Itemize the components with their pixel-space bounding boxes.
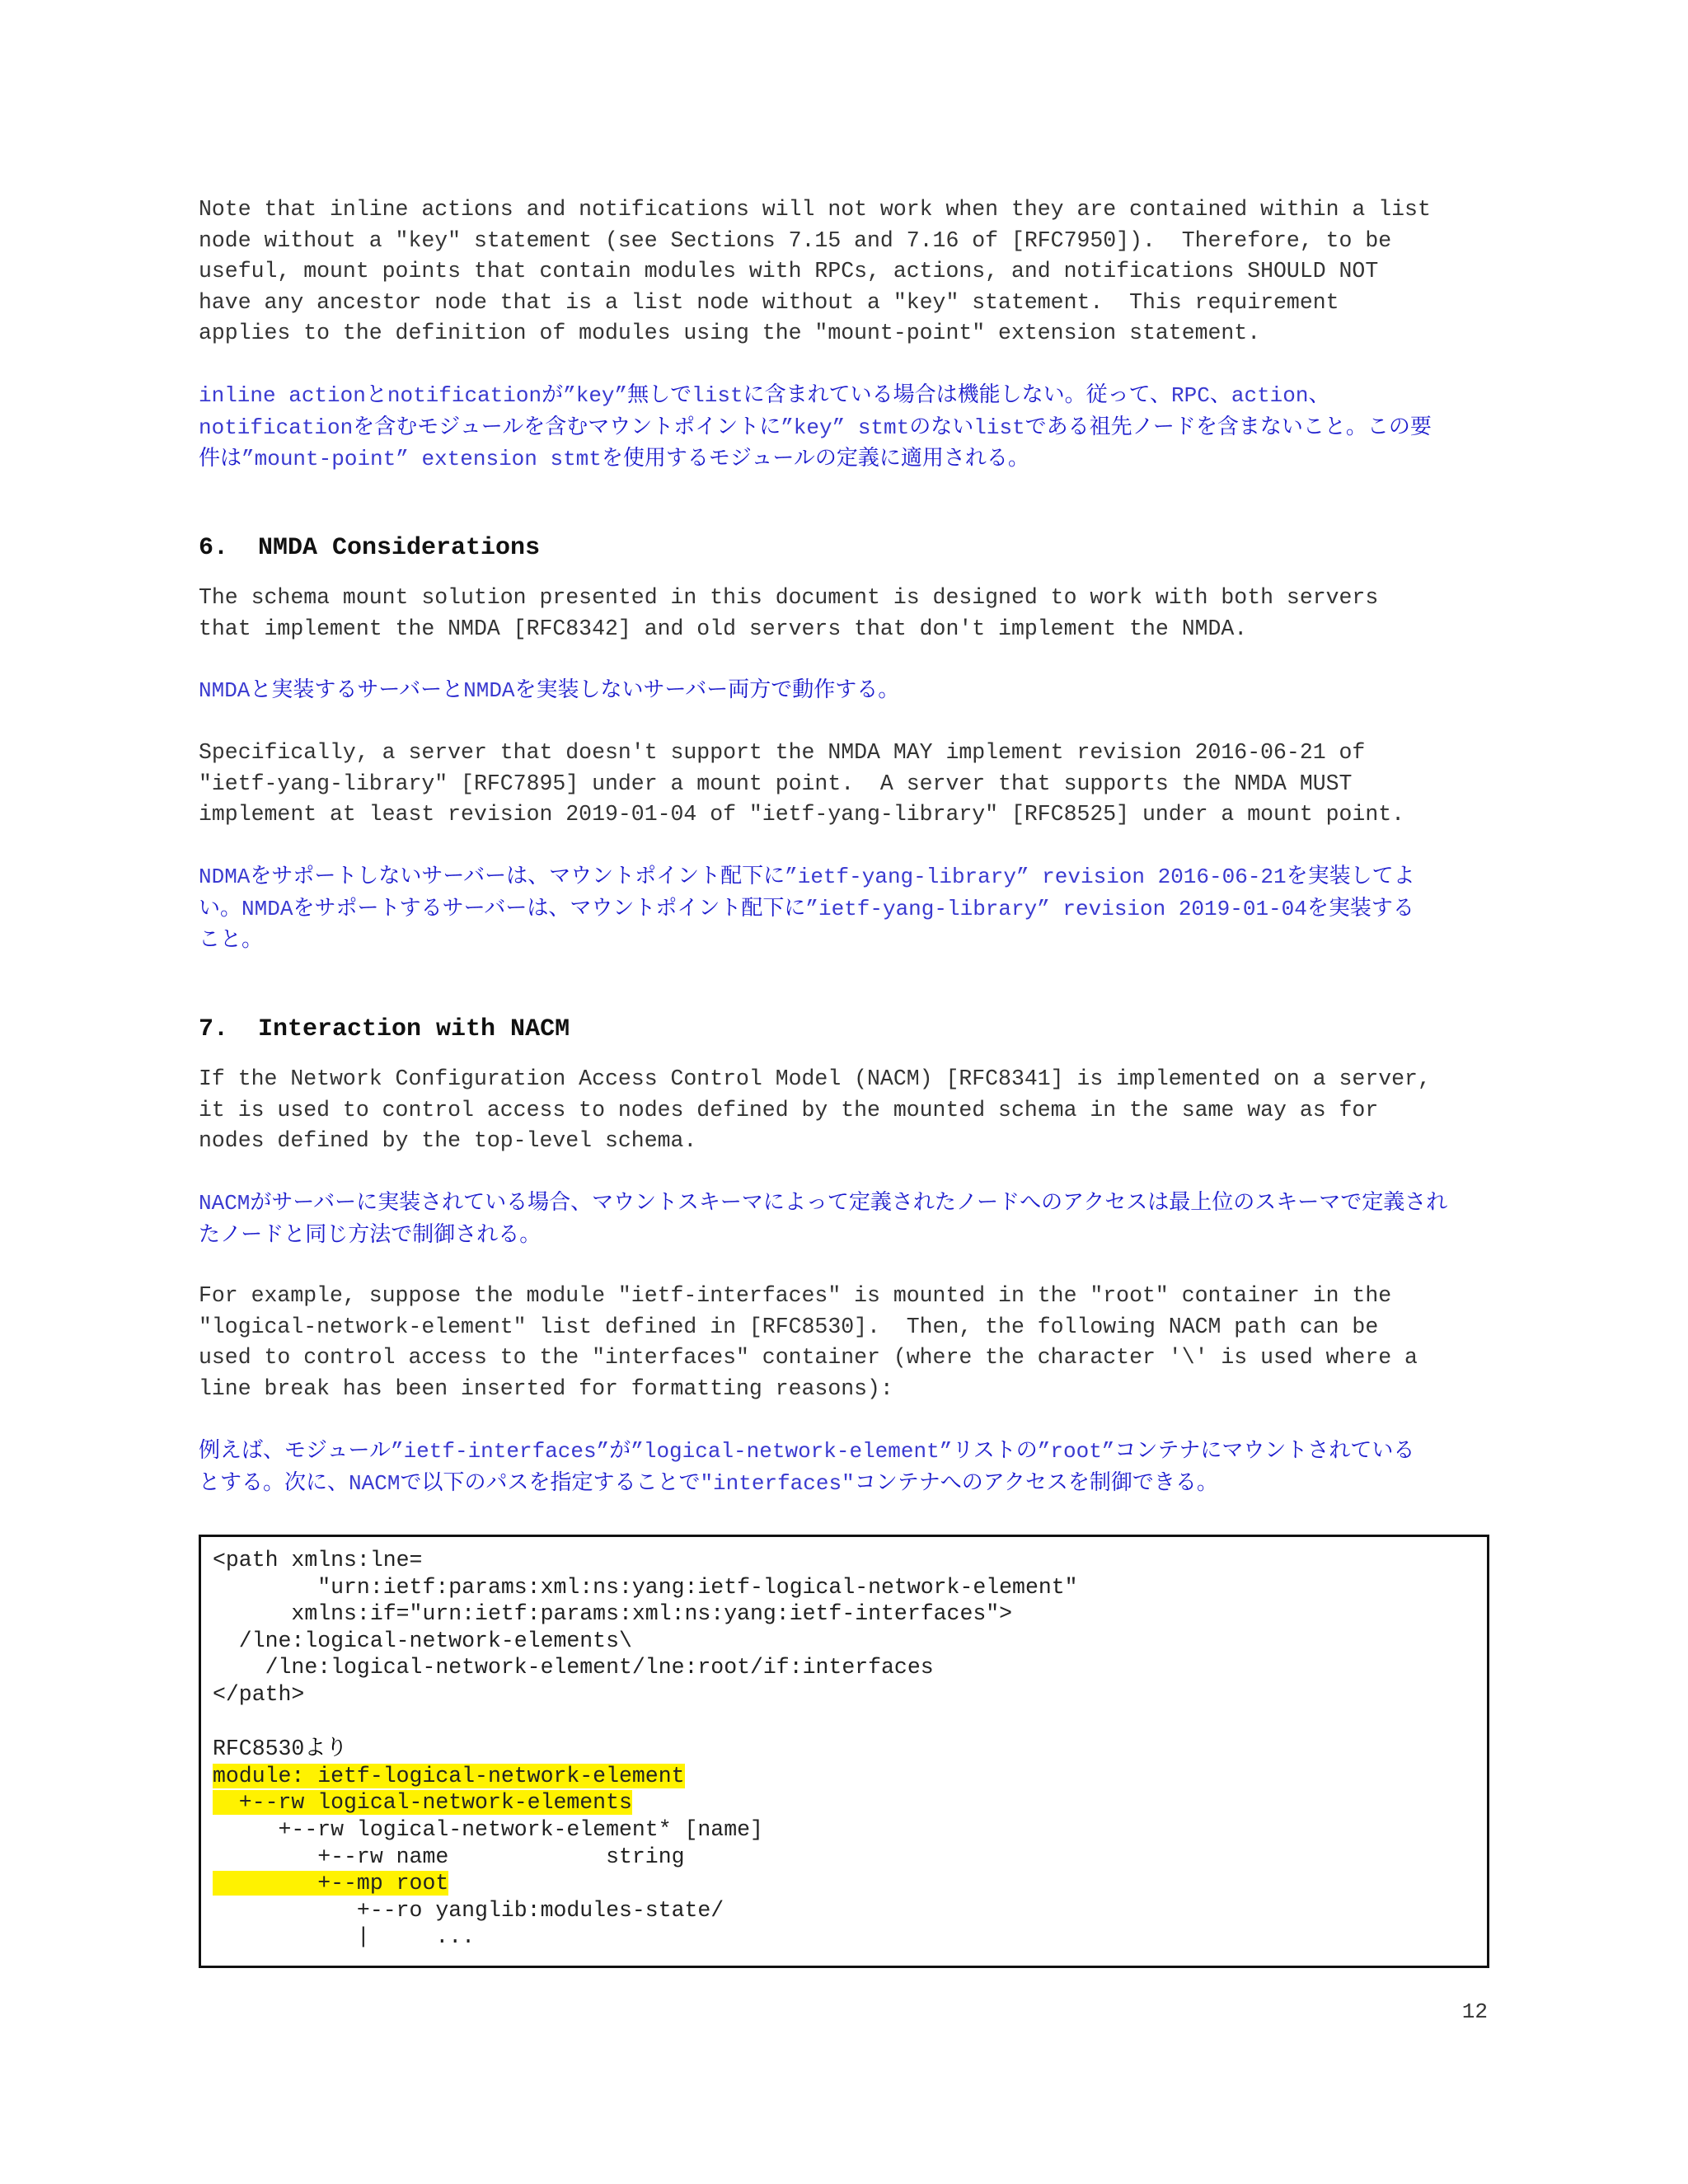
nacm-path-xml: <path xmlns:lne= "urn:ietf:params:xml:ns:yang:ietf-logical-network-element" xmlns:if="urn:ietf:params:xml:ns:yang:ietf-interfaces"> /lne:logical-network-elements\ /lne:logical-network-element/lne:root/if:interfaces </path> (213, 1548, 1078, 1707)
tree-line-logical-network-elements: +--rw logical-network-elements (213, 1790, 632, 1816)
jp-translation-nmda (199, 675, 899, 707)
jp-text: 例えば、モジュール (199, 1438, 391, 1463)
jp-code-term: action (1231, 383, 1309, 408)
jp-code-term: ”ietf-yang-library” revision 2019-01-04 (805, 896, 1307, 921)
jp-text: を含むモジュールを含むマウントポイントに (353, 414, 781, 439)
jp-text: を使用するモジュールの定義に適用される。 (601, 446, 1029, 471)
jp-line (199, 380, 1432, 412)
jp-code-term: list (973, 415, 1025, 440)
jp-text: コンテナにマウントされている (1114, 1438, 1415, 1463)
jp-code-term: NMDA (241, 896, 293, 921)
jp-line (199, 925, 1415, 956)
jp-translation-example (199, 1436, 1414, 1499)
jp-line (199, 893, 1415, 926)
jp-line (199, 1220, 1447, 1251)
tree-line-mp-root: +--mp root (213, 1871, 449, 1896)
jp-translation-yang-library (199, 861, 1415, 956)
jp-text: のない (909, 414, 974, 439)
jp-text: リストの (952, 1438, 1038, 1463)
jp-text: で以下のパスを指定することで (400, 1469, 701, 1495)
jp-line (199, 675, 899, 707)
jp-text: い。 (199, 895, 242, 921)
paragraph-nmda: The schema mount solution presented in this document is designed to work with both servers that implement the NMDA [RFC8342] and old servers that don't implement the NMDA. (199, 585, 1379, 641)
jp-text: 無しで (627, 382, 692, 407)
jp-code-term: ”mount-point” extension stmt (241, 447, 602, 471)
tree-line-name: +--rw name string (213, 1844, 685, 1869)
jp-text: と (365, 382, 387, 407)
tree-line-logical-network-element: +--rw logical-network-element* [name] (213, 1816, 763, 1842)
jp-text: を実装する (1306, 895, 1414, 921)
jp-line (199, 443, 1432, 476)
source-ref: RFC8530 (213, 1736, 305, 1762)
jp-text: 、 (1209, 382, 1231, 407)
jp-code-term: NMDA (199, 678, 251, 703)
section-heading-6: 6. NMDA Considerations (199, 534, 541, 562)
tree-line-modules-state: +--ro yanglib:modules-state/ (213, 1897, 724, 1923)
paragraph-nacm: If the Network Configuration Access Control Model (NACM) [RFC8341] is implemented on a server, it is used to control access to nodes defined by the mounted schema in the same way as for nodes defined by the top-level schema. (199, 1066, 1431, 1153)
jp-text: に含まれている場合は機能しない。従って、 (743, 382, 1172, 407)
paragraph-example: For example, suppose the module "ietf-interfaces" is mounted in the "root" container in the "logical-network-element" list defined in [RFC8530]. Then, the following NACM path can be used to control access to the "interfaces" container (where the character '\' is used where a line break has been inserted for formatting reasons): (199, 1283, 1418, 1401)
jp-code-term: ”key” stmt (781, 415, 910, 440)
jp-line (199, 1468, 1414, 1500)
jp-code-term: list (692, 383, 743, 408)
tree-line-ellipsis: | ... (213, 1924, 476, 1950)
jp-code-term: ”ietf-yang-library” revision 2016-06-21 (785, 865, 1287, 889)
jp-code-term: notification (387, 383, 542, 408)
jp-code-term: ”key” (563, 383, 628, 408)
jp-text: がサーバーに実装されている場合、マウントスキーマによって定義されたノードへのアクセスは最上位のスキーマで定義され (250, 1190, 1448, 1215)
jp-text: コンテナへのアクセスを制御できる。 (854, 1469, 1218, 1495)
page-number: 12 (1461, 1999, 1488, 2024)
jp-text: 、 (1308, 382, 1330, 407)
jp-code-term: NMDA (463, 678, 515, 703)
jp-text: たノードと同じ方法で制御される。 (199, 1221, 542, 1247)
jp-text: が (609, 1438, 631, 1463)
paragraph-inline-actions: Note that inline actions and notifications will not work when they are contained within a list node without a "key" statement (see Sections 7.15 and 7.16 of [RFC7950]). Therefore, to be useful, mount points that contain modules with RPCs, actions, and notifications SHOULD NOT have any ancestor node that is a list node without a "key" statement. This requirement applies to the definition of modules using the "mount-point" extension statement. (199, 197, 1431, 345)
source-ref-suffix: より (304, 1736, 348, 1761)
jp-line (199, 412, 1432, 444)
jp-code-term: "interfaces" (700, 1470, 855, 1496)
jp-code-term: NACM (199, 1191, 251, 1216)
jp-text: を実装してよ (1286, 864, 1415, 888)
jp-text: である祖先ノードを含まないこと。この要 (1025, 414, 1432, 439)
jp-line (199, 1188, 1447, 1220)
jp-code-term: ”root” (1037, 1439, 1115, 1464)
jp-code-term: RPC (1171, 383, 1210, 408)
jp-text: 件は (199, 446, 242, 471)
jp-text: をサポートしないサーバーは、マウントポイント配下に (250, 864, 785, 888)
jp-code-term: NDMA (199, 865, 251, 889)
jp-text: とする。次に、 (199, 1469, 349, 1495)
jp-line (199, 1436, 1414, 1468)
section-heading-7: 7. Interaction with NACM (199, 1015, 570, 1043)
jp-code-term: ”ietf-interfaces” (390, 1439, 610, 1464)
jp-text: と実装するサーバーと (250, 677, 464, 702)
jp-code-term: ”logical-network-element” (631, 1439, 953, 1464)
jp-text: が (542, 382, 564, 407)
tree-line-module: module: ietf-logical-network-element (213, 1763, 685, 1788)
jp-text: こと。 (199, 927, 264, 952)
jp-code-term: inline action (199, 383, 366, 408)
jp-line (199, 861, 1415, 893)
jp-text: を実装しないサーバー両方で動作する。 (514, 677, 900, 702)
jp-text: をサポートするサーバーは、マウントポイント配下に (293, 895, 806, 921)
jp-translation-inline-actions (199, 380, 1432, 476)
paragraph-yang-library: Specifically, a server that doesn't support the NMDA MAY implement revision 2016-06-21 of "ietf-yang-library" [RFC7895] under a mount point. A server that supports the NMDA MUST implement at least revision 2019-01-04 of "ietf-yang-library" [RFC8525] under a mount point. (199, 740, 1405, 827)
code-content (213, 1547, 1078, 1951)
jp-code-term: notification (199, 415, 354, 440)
code-block (199, 1535, 1489, 1968)
jp-code-term: NACM (349, 1470, 401, 1496)
jp-translation-nacm (199, 1188, 1447, 1250)
